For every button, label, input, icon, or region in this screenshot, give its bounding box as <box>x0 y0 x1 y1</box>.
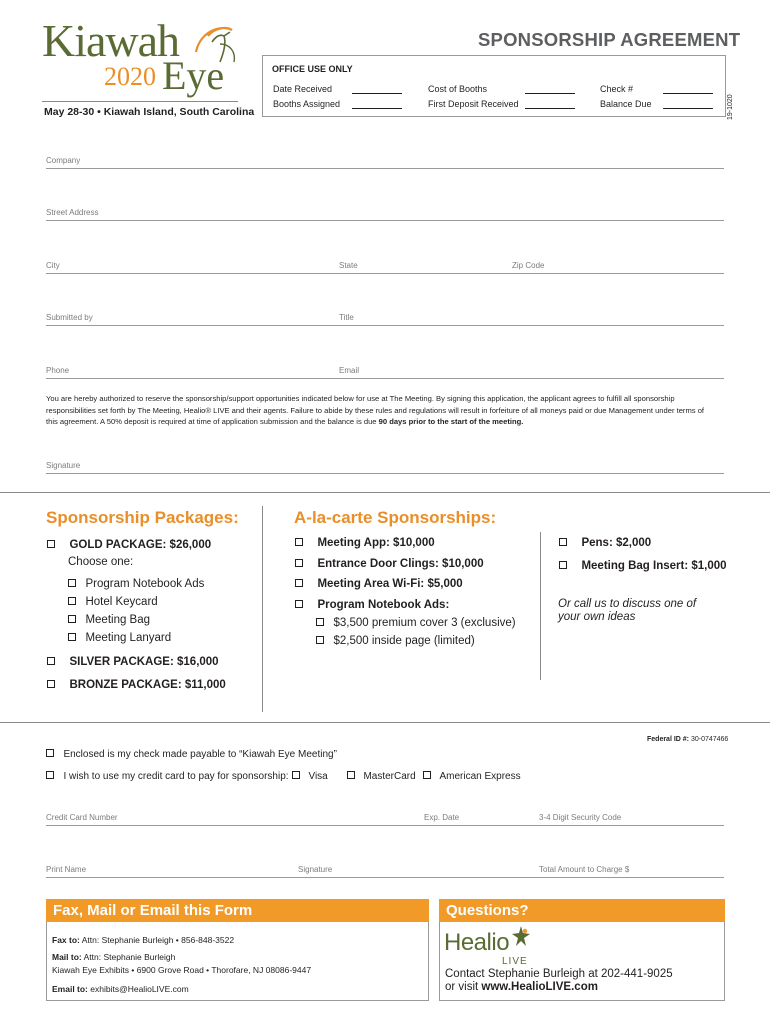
healio-logo-word: Healio <box>444 929 510 956</box>
document-code: 19-1020 <box>727 94 734 120</box>
card-number-label: Credit Card Number <box>46 813 118 822</box>
mail-line: Mail to: Attn: Stephanie Burleigh <box>52 952 176 962</box>
gold-package-label: GOLD PACKAGE: $26,000 <box>69 539 212 551</box>
signature-field[interactable] <box>46 473 724 474</box>
bronze-package-checkbox[interactable] <box>47 680 55 688</box>
ad-inside-option[interactable] <box>316 631 475 649</box>
choice-checkbox[interactable] <box>68 597 76 605</box>
first-deposit-label: First Deposit Received <box>428 99 519 109</box>
alacarte-heading: A-la-carte Sponsorships: <box>294 508 497 527</box>
silver-package-checkbox[interactable] <box>47 657 55 665</box>
bag-insert-checkbox[interactable] <box>559 561 567 569</box>
logo-divider <box>42 101 238 102</box>
sponsorship-packages-heading: Sponsorship Packages: <box>46 508 239 527</box>
bag-insert-option[interactable] <box>559 556 727 574</box>
check-payment-label: Enclosed is my check made payable to “Kiawah Eye Meeting” <box>63 749 337 760</box>
title-label: Title <box>339 313 354 322</box>
choice-meeting-lanyard[interactable] <box>68 628 171 646</box>
exp-date-label: Exp. Date <box>424 813 460 822</box>
cost-of-booths-field[interactable] <box>525 93 575 94</box>
balance-due-field[interactable] <box>663 108 713 109</box>
credit-card-option[interactable] <box>46 766 289 784</box>
fax-line: Fax to: Attn: Stephanie Burleigh • 856-848-3522 <box>52 935 235 945</box>
name-signature-total-field[interactable] <box>46 877 724 878</box>
meeting-app-checkbox[interactable] <box>295 538 303 546</box>
payment-signature-label: Signature <box>298 865 333 874</box>
credit-card-checkbox[interactable] <box>46 771 54 779</box>
choice-meeting-bag[interactable] <box>68 610 150 628</box>
wifi-checkbox[interactable] <box>295 579 303 587</box>
door-clings-label: Entrance Door Clings: $10,000 <box>317 558 484 570</box>
cost-of-booths-label: Cost of Booths <box>428 84 488 94</box>
notebook-ads-checkbox[interactable] <box>295 600 303 608</box>
card-details-field[interactable] <box>46 825 724 826</box>
email-line: Email to: exhibits@HealioLIVE.com <box>52 984 189 994</box>
submitted-by-label: Submitted by <box>46 313 93 322</box>
choice-checkbox[interactable] <box>68 579 76 587</box>
ad-cover-option[interactable] <box>316 613 516 631</box>
meeting-app-option[interactable] <box>295 533 435 551</box>
credit-card-label: I wish to use my credit card to pay for sponsorship: <box>63 771 289 782</box>
questions-heading: Questions? <box>446 902 529 919</box>
check-payment-option[interactable] <box>46 744 337 762</box>
street-address-field[interactable] <box>46 220 724 221</box>
company-label: Company <box>46 156 81 165</box>
check-payment-checkbox[interactable] <box>46 749 54 757</box>
fax-mail-heading: Fax, Mail or Email this Form <box>53 902 253 919</box>
section-divider <box>0 722 770 723</box>
booths-assigned-label: Booths Assigned <box>273 99 341 109</box>
date-received-label: Date Received <box>273 84 333 94</box>
amex-label: American Express <box>439 771 521 782</box>
bag-insert-label: Meeting Bag Insert: $1,000 <box>581 560 727 572</box>
mastercard-label: MasterCard <box>363 771 416 782</box>
phone-email-field[interactable] <box>46 378 724 379</box>
authorization-text: You are hereby authorized to reserve the sponsorship/support opportunities indicated below for use at The Meeting. By signing this application, the applicant agrees to fulfill all sponsorship responsibilities set forth by The Meeting, Healio® LIVE and their agents. Failure to abide by these rules and regulations will result in forfeiture of all moneys paid or due Management under terms of this agreement. A 50% deposit is required at time of application submission and the balance is due 90 days prior to the start of the meeting. <box>46 394 705 426</box>
phone-label: Phone <box>46 366 70 375</box>
contact-website-line: or visit www.HealioLIVE.com <box>445 981 598 993</box>
event-date-location: May 28-30 • Kiawah Island, South Carolina <box>44 106 255 118</box>
ad-inside-checkbox[interactable] <box>316 636 324 644</box>
wifi-label: Meeting Area Wi-Fi: $5,000 <box>317 578 463 590</box>
city-label: City <box>46 261 60 270</box>
amex-checkbox[interactable] <box>423 771 431 779</box>
ad-inside-label: $2,500 inside page (limited) <box>333 635 475 647</box>
door-clings-option[interactable] <box>295 554 484 572</box>
choice-label: Program Notebook Ads <box>85 578 205 590</box>
mail-address: Kiawah Eye Exhibits • 6900 Grove Road • Thorofare, NJ 08086-9447 <box>52 965 312 975</box>
call-us-note: Or call us to discuss one of your own ideas <box>558 598 697 623</box>
check-number-label: Check # <box>600 84 634 94</box>
first-deposit-field[interactable] <box>525 108 575 109</box>
city-state-zip-field[interactable] <box>46 273 724 274</box>
logo-eye-word: Eye <box>162 53 225 98</box>
street-address-label: Street Address <box>46 208 99 217</box>
silver-package-option[interactable] <box>47 652 219 670</box>
contact-phone-line: Contact Stephanie Burleigh at 202-441-9025 <box>445 968 673 980</box>
security-code-label: 3-4 Digit Security Code <box>539 813 622 822</box>
federal-id: Federal ID #: 30-0747466 <box>647 736 729 743</box>
pens-checkbox[interactable] <box>559 538 567 546</box>
amex-option[interactable] <box>423 766 521 784</box>
ad-cover-label: $3,500 premium cover 3 (exclusive) <box>333 617 516 629</box>
mastercard-checkbox[interactable] <box>347 771 355 779</box>
check-number-field[interactable] <box>663 93 713 94</box>
website-link[interactable]: www.HealioLIVE.com <box>481 981 598 993</box>
submitted-by-title-field[interactable] <box>46 325 724 326</box>
notebook-ads-option[interactable] <box>295 595 449 613</box>
gold-package-option[interactable] <box>47 535 211 553</box>
silver-package-label: SILVER PACKAGE: $16,000 <box>69 656 219 668</box>
alacarte-column-divider <box>540 532 541 680</box>
gold-package-checkbox[interactable] <box>47 540 55 548</box>
email-label: Email <box>339 366 360 375</box>
ad-cover-checkbox[interactable] <box>316 618 324 626</box>
notebook-ads-label: Program Notebook Ads: <box>317 599 450 611</box>
choose-one-label: Choose one: <box>68 556 134 568</box>
visa-label: Visa <box>308 771 328 782</box>
booths-assigned-field[interactable] <box>352 108 402 109</box>
office-use-title: OFFICE USE ONLY <box>272 64 353 74</box>
healio-star-icon <box>510 925 532 947</box>
company-field[interactable] <box>46 168 724 169</box>
total-amount-label: Total Amount to Charge $ <box>539 865 630 874</box>
section-divider <box>0 492 770 493</box>
wifi-option[interactable] <box>295 574 463 592</box>
state-label: State <box>339 261 358 270</box>
choice-program-notebook-ads[interactable] <box>68 574 204 592</box>
zip-code-label: Zip Code <box>512 261 545 270</box>
page-title: SPONSORSHIP AGREEMENT <box>478 29 741 50</box>
print-name-label: Print Name <box>46 865 87 874</box>
pens-option[interactable] <box>559 533 651 551</box>
choice-label: Hotel Keycard <box>85 596 158 608</box>
visa-option[interactable] <box>292 766 328 784</box>
choice-checkbox[interactable] <box>68 633 76 641</box>
choice-label: Meeting Bag <box>85 614 151 626</box>
choice-label: Meeting Lanyard <box>85 632 172 644</box>
pens-label: Pens: $2,000 <box>581 537 652 549</box>
balance-due-label: Balance Due <box>600 99 652 109</box>
door-clings-checkbox[interactable] <box>295 559 303 567</box>
choice-hotel-keycard[interactable] <box>68 592 158 610</box>
logo-kiawah-word: Kiawah <box>42 15 180 66</box>
packages-column-divider <box>262 506 263 712</box>
mastercard-option[interactable] <box>347 766 416 784</box>
meeting-app-label: Meeting App: $10,000 <box>317 537 435 549</box>
healio-live-word: LIVE <box>502 956 528 967</box>
logo-year: 2020 <box>104 62 156 91</box>
bronze-package-option[interactable] <box>47 675 226 693</box>
signature-label: Signature <box>46 461 81 470</box>
date-received-field[interactable] <box>352 93 402 94</box>
visa-checkbox[interactable] <box>292 771 300 779</box>
bronze-package-label: BRONZE PACKAGE: $11,000 <box>69 679 226 691</box>
choice-checkbox[interactable] <box>68 615 76 623</box>
